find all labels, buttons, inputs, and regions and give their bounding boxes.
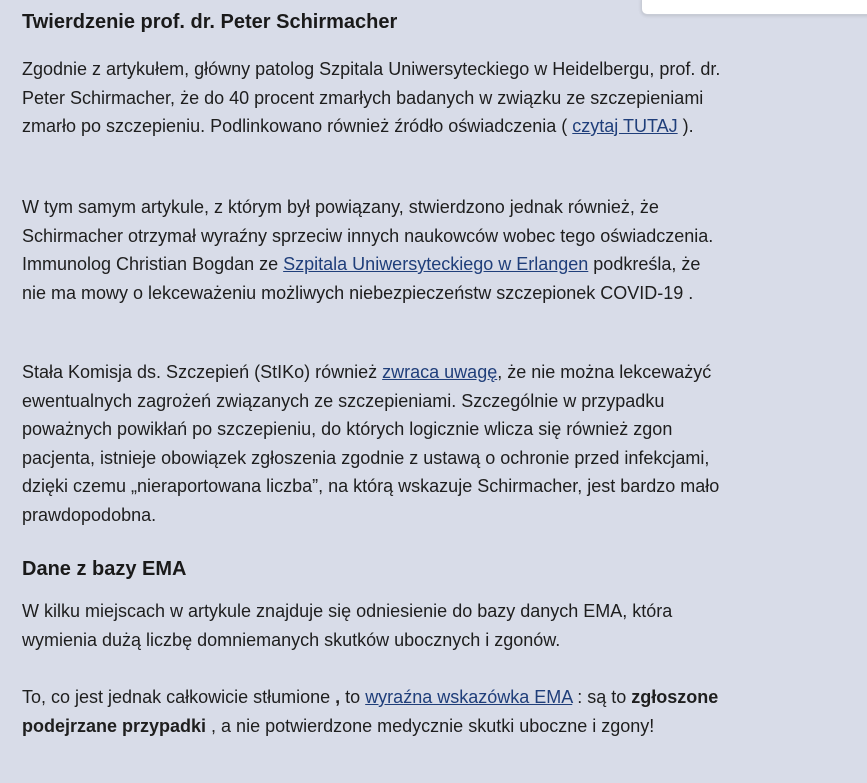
paragraph-text: ). — [677, 116, 694, 136]
paragraph-schirmacher-claim — [22, 55, 722, 141]
paragraph-text: Stała Komisja ds. Szczepień (StIKo) również — [22, 362, 383, 382]
erlangen-hospital-link[interactable]: Szpitala Uniwersyteckiego w Erlangen — [283, 254, 589, 274]
bold-reported-cases: zgłoszone podejrzane przypadki — [22, 687, 719, 736]
paragraph-text: : są to — [572, 687, 632, 707]
paragraph-bogdan-response — [22, 193, 722, 307]
paragraph-text: , że nie można lekceważyć ewentualnych zagrożeń związanych ze szczepieniami. Szczególnie w przypadku poważnych powikłań po szczepieniu, do których logicznie wlicza się również zgon pacjenta, istnieje obowiązek zgłoszenia zgodnie z ustawą o ochronie przed infekcjami, dzięki czemu „nieraportowana liczba”, na którą wskazuje Schirmacher, jest bardzo mało prawdopodobna. — [22, 362, 720, 525]
ema-guidance-link[interactable]: wyraźna wskazówka EMA — [365, 687, 573, 707]
paragraph-ema-database: W kilku miejscach w artykule znajduje się odniesienie do bazy danych EMA, która wymienia dużą liczbę domniemanych skutków ubocznych i zgonów. — [22, 601, 673, 650]
stiko-notes-link[interactable]: zwraca uwagę — [382, 362, 498, 382]
paragraph-text: To, co jest jednak całkowicie stłumione — [22, 687, 336, 707]
paragraph-text: podkreśla, że nie ma mowy o lekceważeniu możliwych niebezpieczeństw szczepionek COVID-19 . — [22, 254, 701, 303]
paragraph-text: W tym samym artykule, z którym był powiązany, stwierdzono jednak również, że Schirmacher otrzymał wyraźny sprzeciw innych naukowców wobec tego oświadczenia. Immunolog Christian Bogdan ze — [22, 197, 714, 274]
paragraph-text: Zgodnie z artykułem, główny patolog Szpitala Uniwersyteckiego w Heidelbergu, prof. dr. Peter Schirmacher, że do 40 procent zmarłych badanych w związku ze szczepieniami zmarło po szczepieniu. Podlinkowano również źródło oświadczenia ( — [22, 59, 721, 136]
bold-comma: , — [335, 687, 341, 707]
popup-panel-edge — [641, 0, 867, 15]
read-here-link[interactable]: czytaj TUTAJ — [572, 116, 678, 136]
section-heading-ema: Dane z bazy EMA — [22, 558, 187, 580]
paragraph-text: , a nie potwierdzone medycznie skutki uboczne i zgony! — [206, 715, 655, 736]
paragraph-ema-suppressed — [22, 683, 722, 740]
paragraph-stiko — [22, 358, 722, 529]
paragraph-text: to — [340, 687, 366, 707]
section-heading-schirmacher: Twierdzenie prof. dr. Peter Schirmacher — [22, 11, 398, 33]
